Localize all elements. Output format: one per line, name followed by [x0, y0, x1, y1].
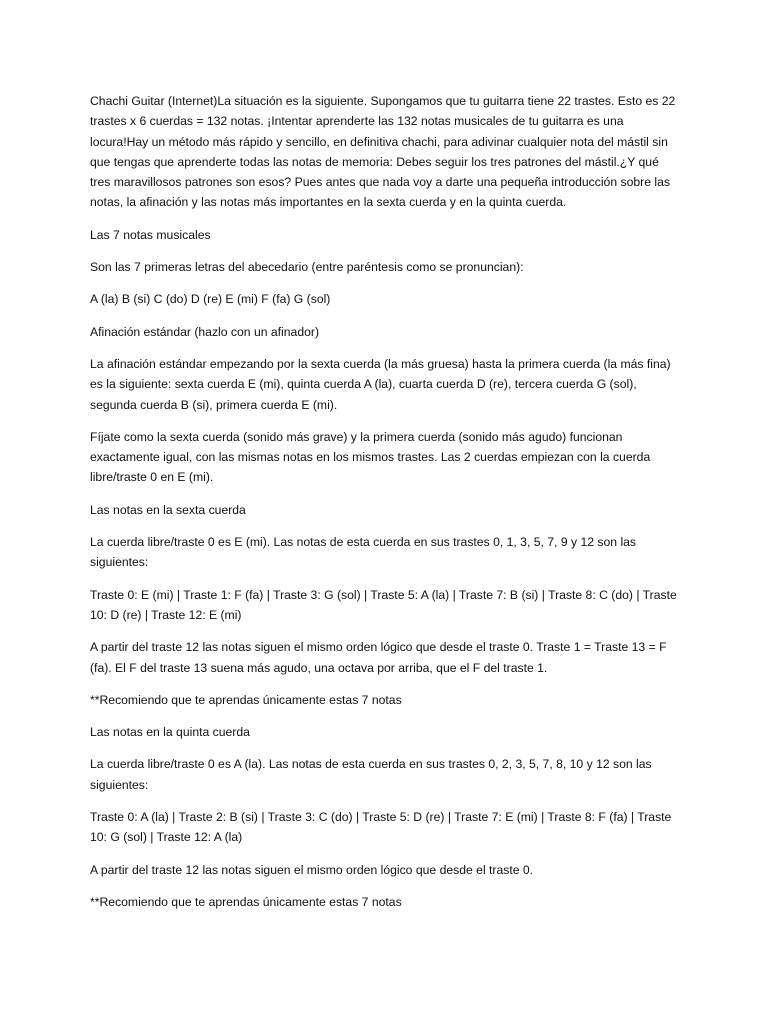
paragraph-sixth-string-recommendation: **Recomiendo que te aprendas únicamente estas 7 notas: [90, 692, 402, 707]
document-body: [90, 91, 682, 924]
paragraph-sixth-string-octave: A partir del traste 12 las notas siguen el mismo orden lógico que desde el traste 0. Traste 1 = Traste 13 = F (fa). El F del traste 13 suena más agudo, una octava por arriba, que el F del traste 1.: [90, 640, 667, 675]
intro-paragraph: Chachi Guitar (Internet)La situación es la siguiente. Supongamos que tu guitarra tiene 22 trastes. Esto es 22 trastes x 6 cuerdas = 132 notas. ¡Intentar aprenderte las 132 notas musicales de tu guitarra es una locura!Hay un método más rápido y sencillo, en definitiva chachi, para adivinar cualquier nota del mástil sin que tengas que aprenderte todas las notas de memoria: Debes seguir los tres patrones del mástil.¿Y qué tres maravillosos patrones son esos? Pues antes que nada voy a darte una pequeña introducción sobre las notas, la afinación y las notas más importantes en la sexta cuerda y en la quinta cuerda.: [90, 94, 676, 210]
paragraph-fifth-string-frets: Traste 0: A (la) | Traste 2: B (si) | Traste 3: C (do) | Traste 5: D (re) | Traste 7: E (mi) | Traste 8: F (fa) | Traste 10: G (sol) | Traste 12: A (la): [90, 810, 672, 845]
paragraph-fifth-string-recommendation: **Recomiendo que te aprendas únicamente estas 7 notas: [90, 894, 402, 909]
paragraph-sixth-string-intro: La cuerda libre/traste 0 es E (mi). Las notas de esta cuerda en sus trastes 0, 1, 3, 5, 7, 9 y 12 son las siguientes:: [90, 535, 637, 570]
section-heading-musical-notes: Las 7 notas musicales: [90, 227, 211, 242]
paragraph-tuning-description: La afinación estándar empezando por la sexta cuerda (la más gruesa) hasta la primera cuerda (la más fina) es la siguiente: sexta cuerda E (mi), quinta cuerda A (la), cuarta cuerda D (re), tercera cuerda G (sol), segunda cuerda B (si), primera cuerda E (mi).: [90, 356, 671, 412]
paragraph-note-list: A (la) B (si) C (do) D (re) E (mi) F (fa) G (sol): [90, 292, 331, 307]
paragraph-sixth-first-string: Fíjate como la sexta cuerda (sonido más grave) y la primera cuerda (sonido más agudo) funcionan exactamente igual, con las mismas notas en los mismos trastes. Las 2 cuerdas empiezan con la cuerda libre/traste 0 en E (mi).: [90, 429, 651, 485]
section-heading-sixth-string: Las notas en la sexta cuerda: [90, 502, 246, 517]
section-heading-standard-tuning: Afinación estándar (hazlo con un afinador): [90, 324, 319, 339]
paragraph-fifth-string-intro: La cuerda libre/traste 0 es A (la). Las notas de esta cuerda en sus trastes 0, 2, 3, 5, 7, 8, 10 y 12 son las siguientes:: [90, 757, 652, 792]
paragraph-sixth-string-frets: Traste 0: E (mi) | Traste 1: F (fa) | Traste 3: G (sol) | Traste 5: A (la) | Traste 7: B (si) | Traste 8: C (do) | Traste 10: D (re) | Traste 12: E (mi): [90, 587, 677, 622]
paragraph-notes-intro: Son las 7 primeras letras del abecedario (entre paréntesis como se pronuncian):: [90, 260, 524, 275]
section-heading-fifth-string: Las notas en la quinta cuerda: [90, 725, 250, 740]
paragraph-fifth-string-octave: A partir del traste 12 las notas siguen el mismo orden lógico que desde el traste 0.: [90, 862, 534, 877]
